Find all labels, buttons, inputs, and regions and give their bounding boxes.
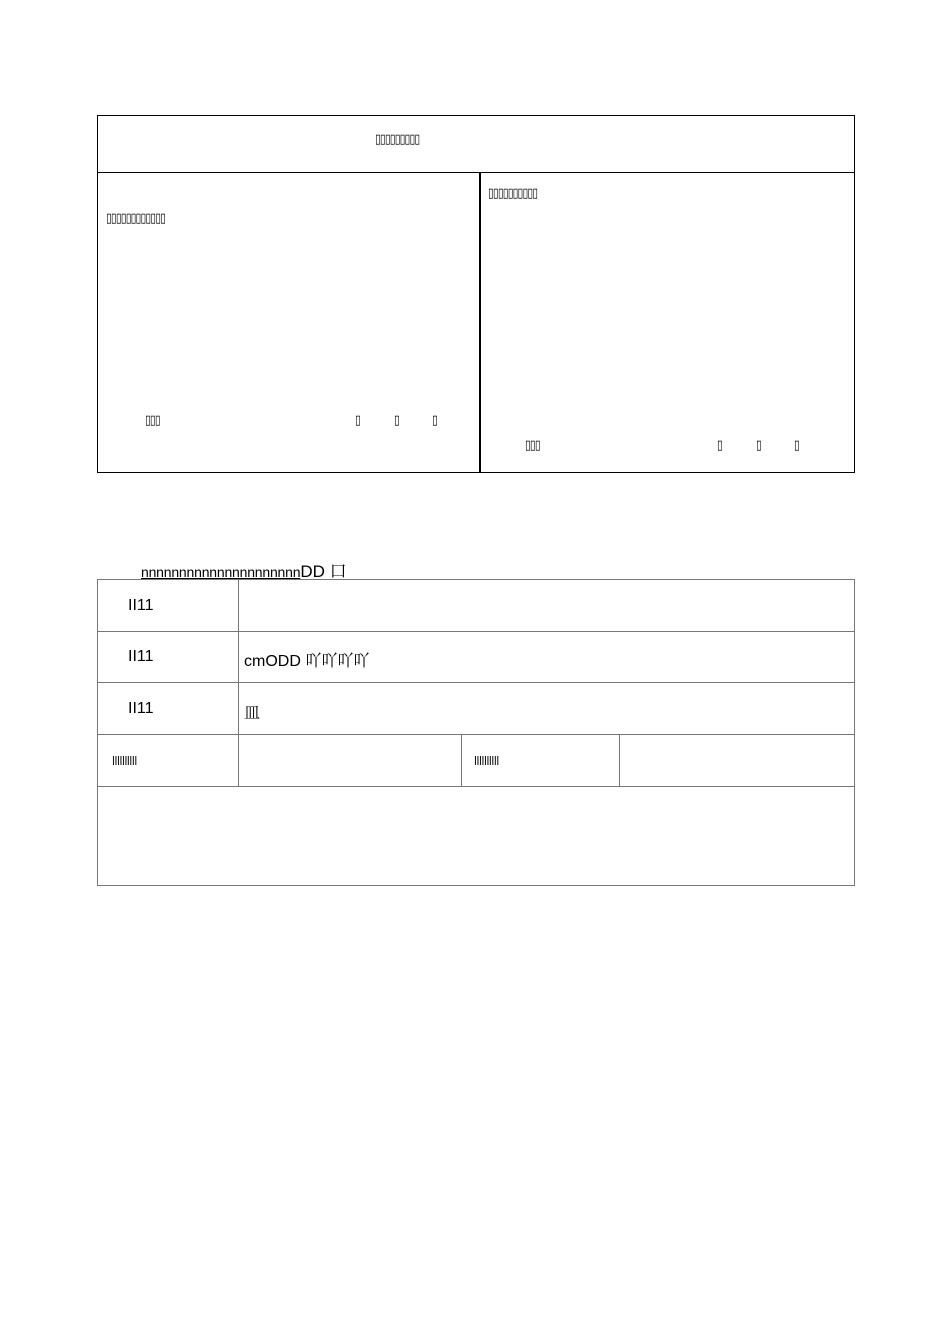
right-panel-date-day: ▯ — [794, 438, 799, 453]
form-caption-underlined: nnnnnnnnnnnnnnnnnnnnn — [141, 564, 301, 580]
row-divider — [98, 682, 854, 683]
right-panel-heading: ▯▯▯▯▯▯▯▯▯▯ — [488, 186, 538, 201]
split-divider — [619, 734, 620, 786]
row-3-value[interactable]: 皿 — [244, 705, 261, 722]
form-caption-rest: DD 口 — [300, 562, 347, 581]
left-panel-heading: ▯▯▯▯▯▯▯▯▯▯▯▯ — [106, 211, 166, 226]
right-panel-date-month: ▯ — [756, 438, 761, 453]
left-panel-date-month: ▯ — [394, 413, 399, 428]
right-panel-date-year: ▯ — [717, 438, 722, 453]
split-row-label-a: IIIIIIIIII — [112, 753, 137, 768]
form-table — [97, 579, 855, 886]
review-box-title-row — [97, 115, 855, 173]
row-divider — [98, 734, 854, 735]
label-column-divider — [238, 580, 239, 786]
review-box-title: ▯▯▯▯▯▯▯▯▯ — [375, 132, 420, 147]
row-2-label: II11 — [128, 648, 154, 665]
left-panel-sign-label: ▯▯▯ — [145, 413, 160, 428]
left-panel-date-day: ▯ — [432, 413, 437, 428]
row-1-label: II11 — [128, 597, 154, 614]
row-2-value[interactable]: cmODD 吖吖吖吖 — [244, 653, 370, 670]
review-box-divider — [479, 172, 481, 472]
split-row-label-b: IIIIIIIIII — [474, 753, 499, 768]
left-panel-date-year: ▯ — [355, 413, 360, 428]
row-divider — [98, 631, 854, 632]
right-panel-sign-label: ▯▯▯ — [525, 438, 540, 453]
row-3-label: II11 — [128, 700, 154, 717]
split-divider — [461, 734, 462, 786]
row-divider — [98, 786, 854, 787]
